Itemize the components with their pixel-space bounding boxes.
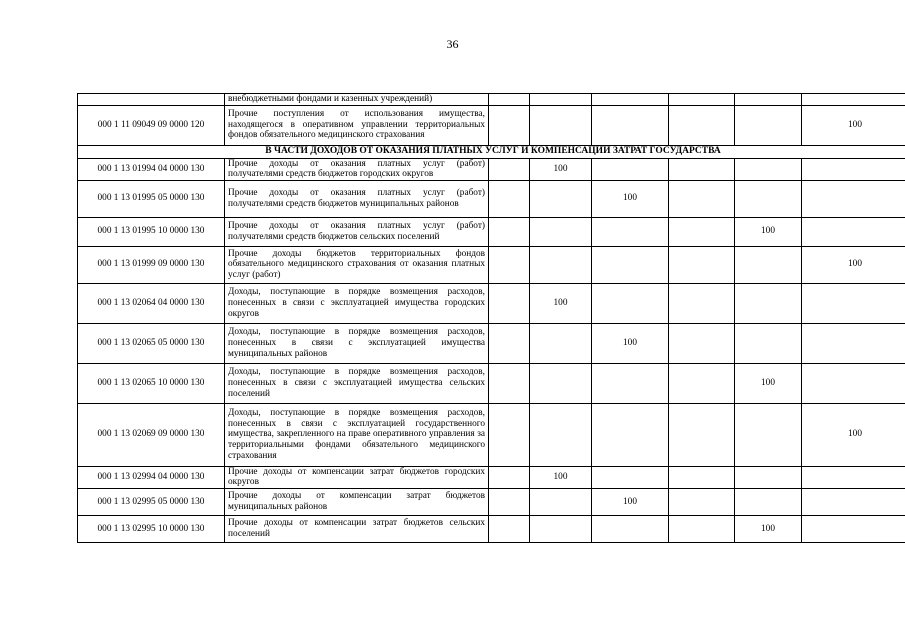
allocation-percent-cell (530, 363, 592, 403)
allocation-percent-cell (669, 363, 735, 403)
allocation-percent-cell (489, 403, 530, 466)
allocation-percent-cell (669, 488, 735, 515)
allocation-percent-cell (669, 105, 735, 145)
allocation-percent-cell (735, 158, 802, 180)
allocation-percent-cell (530, 403, 592, 466)
allocation-percent-cell (489, 158, 530, 180)
allocation-percent-cell (530, 246, 592, 283)
allocation-percent-cell (489, 105, 530, 145)
allocation-percent-cell: 100 (802, 403, 905, 466)
allocation-percent-cell (735, 466, 802, 488)
allocation-percent-cell (489, 283, 530, 323)
allocation-percent-cell (802, 283, 905, 323)
revenue-description: Доходы, поступающие в порядке возмещения расходов, понесенных в связи с эксплуатацией имущества сельских поселений (225, 363, 489, 403)
table-row (78, 105, 905, 145)
revenue-description: Прочие доходы от компенсации затрат бюджетов сельских поселений (225, 515, 489, 542)
allocation-percent-cell (489, 488, 530, 515)
allocation-percent-cell: 100 (530, 466, 592, 488)
allocation-percent-cell (669, 246, 735, 283)
allocation-percent-cell (669, 180, 735, 217)
allocation-percent-cell: 100 (802, 105, 905, 145)
allocation-percent-cell (802, 158, 905, 180)
revenue-description: Доходы, поступающие в порядке возмещения расходов, понесенных в связи с эксплуатацией имущества муниципальных районов (225, 323, 489, 363)
allocation-percent-cell (530, 515, 592, 542)
budget-classification-code: 000 1 11 09049 09 0000 120 (78, 105, 225, 145)
allocation-percent-cell (735, 94, 802, 106)
allocation-percent-cell (592, 217, 669, 246)
allocation-percent-cell (592, 105, 669, 145)
revenue-description: Доходы, поступающие в порядке возмещения расходов, понесенных в связи с эксплуатацией имущества городских округов (225, 283, 489, 323)
allocation-percent-cell (489, 217, 530, 246)
allocation-percent-cell (530, 217, 592, 246)
allocation-percent-cell (669, 217, 735, 246)
allocation-percent-cell (669, 515, 735, 542)
allocation-percent-cell (530, 94, 592, 106)
allocation-percent-cell (530, 180, 592, 217)
table-row (78, 323, 905, 363)
table-row (78, 488, 905, 515)
allocation-percent-cell (669, 158, 735, 180)
revenue-description: Прочие доходы от компенсации затрат бюджетов муниципальных районов (225, 488, 489, 515)
allocation-percent-cell (802, 180, 905, 217)
budget-classification-code: 000 1 13 02995 05 0000 130 (78, 488, 225, 515)
allocation-percent-cell (669, 283, 735, 323)
revenue-table (77, 93, 905, 543)
allocation-percent-cell (489, 466, 530, 488)
budget-classification-code: 000 1 13 02069 09 0000 130 (78, 403, 225, 466)
revenue-description: Доходы, поступающие в порядке возмещения расходов, понесенных в связи с эксплуатацией государственного имущества, закрепленного на праве оперативного управления за территориальными фондами обязательного медицинского страхования (225, 403, 489, 466)
allocation-percent-cell: 100 (592, 488, 669, 515)
budget-classification-code: 000 1 13 02994 04 0000 130 (78, 466, 225, 488)
allocation-percent-cell (802, 488, 905, 515)
budget-classification-code: 000 1 13 01994 04 0000 130 (78, 158, 225, 180)
budget-classification-code: 000 1 13 02995 10 0000 130 (78, 515, 225, 542)
budget-classification-code (78, 94, 225, 106)
table-body (78, 94, 905, 543)
allocation-percent-cell (592, 246, 669, 283)
budget-classification-code: 000 1 13 02064 04 0000 130 (78, 283, 225, 323)
allocation-percent-cell: 100 (530, 283, 592, 323)
revenue-description: внебюджетными фондами и казенных учреждений) (225, 94, 489, 106)
revenue-description: Прочие доходы от оказания платных услуг (работ) получателями средств бюджетов сельских поселений (225, 217, 489, 246)
page-number: 36 (446, 37, 459, 51)
allocation-percent-cell (489, 94, 530, 106)
table-row (78, 246, 905, 283)
allocation-percent-cell (669, 94, 735, 106)
allocation-percent-cell (530, 488, 592, 515)
allocation-percent-cell (530, 105, 592, 145)
budget-classification-code: 000 1 13 02065 05 0000 130 (78, 323, 225, 363)
allocation-percent-cell (735, 180, 802, 217)
allocation-percent-cell (669, 323, 735, 363)
allocation-percent-cell (592, 158, 669, 180)
allocation-percent-cell: 100 (735, 217, 802, 246)
allocation-percent-cell (592, 363, 669, 403)
table-row (78, 158, 905, 180)
budget-classification-code: 000 1 13 02065 10 0000 130 (78, 363, 225, 403)
section-header-row (78, 145, 905, 158)
allocation-percent-cell (489, 515, 530, 542)
revenue-description: Прочие поступления от использования имущества, находящегося в оперативном управлении территориальных фондов обязательного медицинского страхования (225, 105, 489, 145)
allocation-percent-cell (489, 363, 530, 403)
revenue-description: Прочие доходы от оказания платных услуг (работ) получателями средств бюджетов городских округов (225, 158, 489, 180)
allocation-percent-cell: 100 (592, 180, 669, 217)
revenue-description: Прочие доходы бюджетов территориальных фондов обязательного медицинского страхования от оказания платных услуг (работ) (225, 246, 489, 283)
table-row (78, 403, 905, 466)
allocation-percent-cell: 100 (735, 515, 802, 542)
budget-classification-code: 000 1 13 01995 10 0000 130 (78, 217, 225, 246)
table-row (78, 363, 905, 403)
allocation-percent-cell (802, 363, 905, 403)
allocation-percent-cell (735, 246, 802, 283)
allocation-percent-cell (592, 283, 669, 323)
allocation-percent-cell (592, 403, 669, 466)
allocation-percent-cell (735, 105, 802, 145)
allocation-percent-cell (802, 323, 905, 363)
table-row (78, 217, 905, 246)
allocation-percent-cell (735, 283, 802, 323)
allocation-percent-cell (735, 488, 802, 515)
table-row (78, 466, 905, 488)
allocation-percent-cell (802, 515, 905, 542)
allocation-percent-cell (802, 94, 905, 106)
allocation-percent-cell: 100 (592, 323, 669, 363)
table-row (78, 283, 905, 323)
allocation-percent-cell (669, 466, 735, 488)
allocation-percent-cell (592, 515, 669, 542)
allocation-percent-cell (489, 180, 530, 217)
allocation-percent-cell (669, 403, 735, 466)
revenue-description: Прочие доходы от компенсации затрат бюджетов городских округов (225, 466, 489, 488)
allocation-percent-cell (802, 217, 905, 246)
section-title: В ЧАСТИ ДОХОДОВ ОТ ОКАЗАНИЯ ПЛАТНЫХ УСЛУГ И КОМПЕНСАЦИИ ЗАТРАТ ГОСУДАРСТВА (78, 145, 905, 158)
allocation-percent-cell (735, 403, 802, 466)
allocation-percent-cell: 100 (530, 158, 592, 180)
budget-classification-code: 000 1 13 01999 09 0000 130 (78, 246, 225, 283)
allocation-percent-cell (802, 466, 905, 488)
allocation-percent-cell: 100 (802, 246, 905, 283)
table-row (78, 515, 905, 542)
table-row (78, 180, 905, 217)
budget-classification-code: 000 1 13 01995 05 0000 130 (78, 180, 225, 217)
allocation-percent-cell (592, 466, 669, 488)
allocation-percent-cell (489, 246, 530, 283)
allocation-percent-cell (735, 323, 802, 363)
table-row (78, 94, 905, 106)
allocation-percent-cell (592, 94, 669, 106)
allocation-percent-cell (489, 323, 530, 363)
revenue-description: Прочие доходы от оказания платных услуг (работ) получателями средств бюджетов муниципальных районов (225, 180, 489, 217)
allocation-percent-cell: 100 (735, 363, 802, 403)
allocation-percent-cell (530, 323, 592, 363)
